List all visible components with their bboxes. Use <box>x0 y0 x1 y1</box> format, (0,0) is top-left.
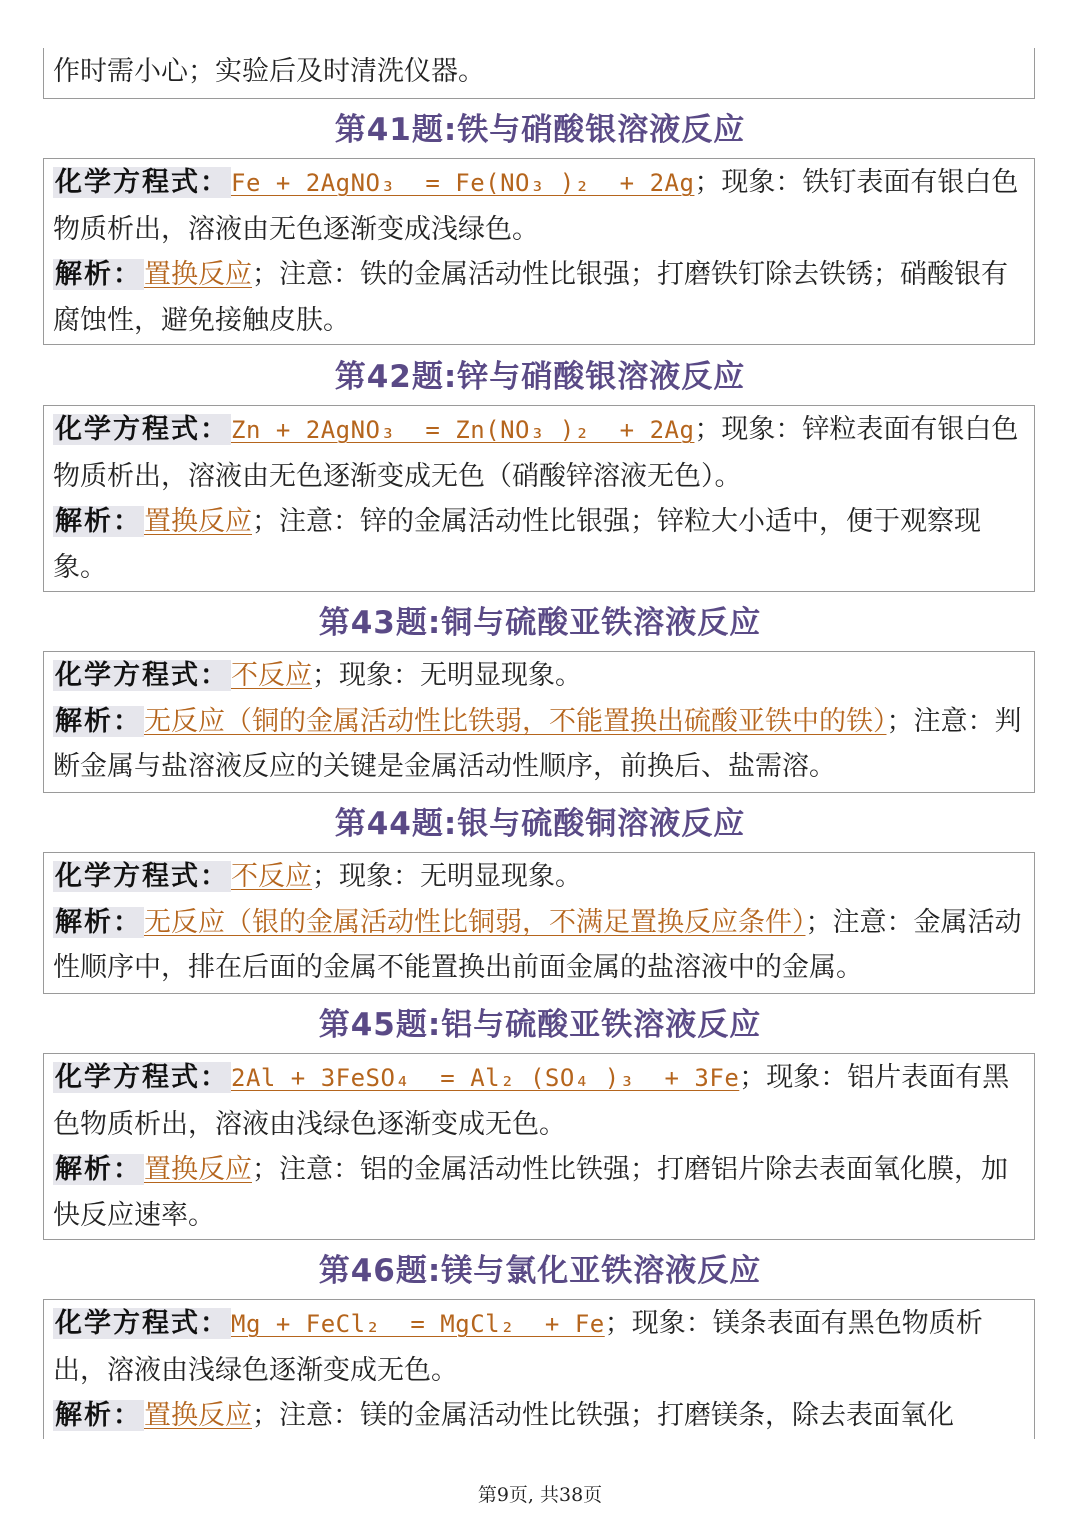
q43-analysis-line <box>53 699 1025 790</box>
equation-label: 化学方程式： <box>55 660 229 691</box>
q46-analysis-line <box>53 1393 1025 1439</box>
q41-equation-line <box>53 160 1025 252</box>
q46-box <box>43 1299 1035 1439</box>
q45-box <box>43 1053 1035 1240</box>
q45-analysis-text: ；注意：铝的金属活动性比铁强；打磨铝片除去表面氧化膜，加快反应速率。 <box>53 1154 1008 1231</box>
q46-title: 第46题:镁与氯化亚铁溶液反应 <box>318 1253 762 1289</box>
q46-phenomenon: ；现象：镁条表面有黑色物质析出，溶液由浅绿色逐渐变成无色。 <box>53 1308 983 1386</box>
q44-equation[interactable]: 不反应 <box>231 861 312 892</box>
q41-phenomenon: ；现象：铁钉表面有银白色物质析出，溶液由无色逐渐变成浅绿色。 <box>53 167 1019 245</box>
prev-item-box <box>43 48 1035 99</box>
q43-phenomenon: ；现象：无明显现象。 <box>312 660 582 691</box>
q43-analysis-text: ；注意：判断金属与盐溶液反应的关键是金属活动性顺序，前换后、盐需溶。 <box>53 705 1022 782</box>
q44-title: 第44题:银与硫酸铜溶液反应 <box>334 806 746 842</box>
q45-title: 第45题:铝与硫酸亚铁溶液反应 <box>318 1007 762 1043</box>
equation-label: 化学方程式： <box>55 167 229 198</box>
q45-analysis-line <box>53 1147 1025 1238</box>
prev-item-text: 作时需小心；实验后及时清洗仪器。 <box>53 56 485 87</box>
q44-analysis-line <box>53 900 1025 991</box>
q43-title: 第43题:铜与硫酸亚铁溶液反应 <box>318 605 762 641</box>
analysis-label: 解析： <box>55 705 142 737</box>
q42-box <box>43 405 1035 592</box>
q42-equation[interactable]: Zn + 2AgNO₃ = Zn(NO₃ )₂ + 2Ag <box>231 416 695 444</box>
q41-reaction-type-link[interactable]: 置换反应 <box>144 259 252 290</box>
q42-equation-line <box>53 407 1025 499</box>
q41-box <box>43 158 1035 345</box>
q46-reaction-type-link[interactable]: 置换反应 <box>144 1400 252 1431</box>
q43-reaction-type-link[interactable]: 无反应（铜的金属活动性比铁弱，不能置换出硫酸亚铁中的铁） <box>144 705 887 737</box>
q42-phenomenon: ；现象：锌粒表面有银白色物质析出，溶液由无色逐渐变成无色（硝酸锌溶液无色）。 <box>53 414 1019 492</box>
page-number: 第9页, 共38页 <box>477 1484 603 1506</box>
q41-analysis-line <box>53 252 1025 343</box>
q45-reaction-type-link[interactable]: 置换反应 <box>144 1154 252 1185</box>
q46-equation[interactable]: Mg + FeCl₂ = MgCl₂ + Fe <box>231 1310 605 1338</box>
equation-label: 化学方程式： <box>55 1062 229 1093</box>
q42-reaction-type-link[interactable]: 置换反应 <box>144 506 252 537</box>
q44-box <box>43 852 1035 994</box>
analysis-label: 解析： <box>55 259 142 290</box>
q42-title: 第42题:锌与硝酸银溶液反应 <box>334 359 746 395</box>
q41-equation[interactable]: Fe + 2AgNO₃ = Fe(NO₃ )₂ + 2Ag <box>231 169 695 197</box>
q45-equation-line <box>53 1055 1025 1147</box>
q42-analysis-text: ；注意：锌的金属活动性比银强；锌粒大小适中，便于观察现象。 <box>53 506 981 583</box>
q44-analysis-text: ；注意：金属活动性顺序中，排在后面的金属不能置换出前面金属的盐溶液中的金属。 <box>53 906 1022 983</box>
q43-box <box>43 651 1035 793</box>
q42-analysis-line <box>53 499 1025 590</box>
q46-analysis-text: ；注意：镁的金属活动性比铁强；打磨镁条，除去表面氧化 <box>252 1400 954 1431</box>
q43-equation[interactable]: 不反应 <box>231 660 312 691</box>
equation-label: 化学方程式： <box>55 861 229 892</box>
q45-equation[interactable]: 2Al + 3FeSO₄ = Al₂ (SO₄ )₃ + 3Fe <box>231 1064 740 1092</box>
q41-analysis-text: ；注意：铁的金属活动性比银强；打磨铁钉除去铁锈；硝酸银有腐蚀性，避免接触皮肤。 <box>53 259 1008 336</box>
q43-equation-line <box>53 653 1025 699</box>
q46-equation-line <box>53 1301 1025 1393</box>
q44-phenomenon: ；现象：无明显现象。 <box>312 861 582 892</box>
q41-title: 第41题:铁与硝酸银溶液反应 <box>334 112 746 148</box>
analysis-label: 解析： <box>55 1400 142 1431</box>
analysis-label: 解析： <box>55 506 142 537</box>
q44-reaction-type-link[interactable]: 无反应（银的金属活动性比铜弱，不满足置换反应条件） <box>144 906 806 938</box>
analysis-label: 解析： <box>55 1154 142 1185</box>
equation-label: 化学方程式： <box>55 1308 229 1339</box>
equation-label: 化学方程式： <box>55 414 229 445</box>
q44-equation-line <box>53 854 1025 900</box>
analysis-label: 解析： <box>55 906 142 938</box>
q45-phenomenon: ；现象：铝片表面有黑色物质析出，溶液由浅绿色逐渐变成无色。 <box>53 1062 1010 1140</box>
